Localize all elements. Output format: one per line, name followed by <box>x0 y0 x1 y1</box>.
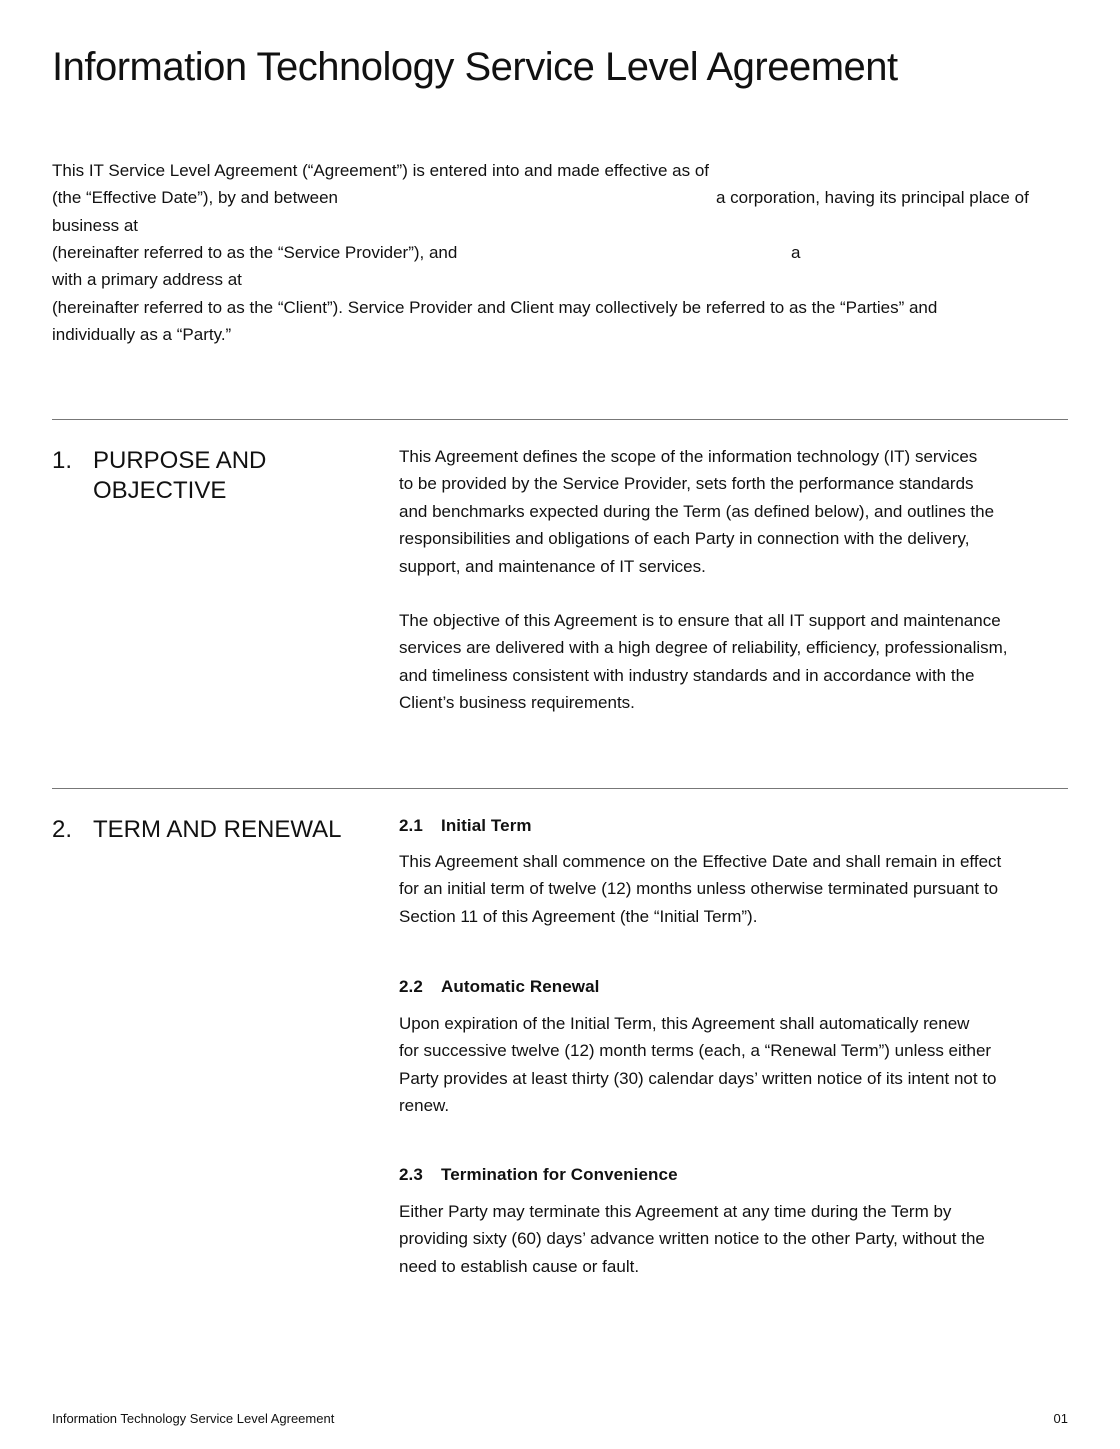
intro-line: (the “Effective Date”), by and between <box>52 188 339 207</box>
text-line: responsibilities and obligations of each Party in connection with the delivery, <box>399 529 970 549</box>
text-line: renew. <box>399 1096 450 1116</box>
text-line: Either Party may terminate this Agreement at any time during the Term by <box>399 1202 952 1221</box>
intro-line: with a primary address at <box>52 270 242 289</box>
section-paragraph <box>399 607 1079 717</box>
footer-title: Information Technology Service Level Agreement <box>52 1411 335 1426</box>
text-line: for an initial term of twelve (12) months unless otherwise terminated pursuant to <box>399 879 999 899</box>
document-title: Information Technology Service Level Agreement <box>52 45 898 89</box>
text-line: services are delivered with a high degree of reliability, efficiency, professionalism, <box>399 638 1008 658</box>
text-line: This Agreement defines the scope of the information technology (IT) services <box>399 447 978 466</box>
section-number: 1. <box>52 447 73 474</box>
subsection-heading <box>399 1164 678 1186</box>
intro-line: (hereinafter referred to as the “Service Provider”), and <box>52 243 458 262</box>
subsection-title: Initial Term <box>441 816 532 835</box>
intro-line: individually as a “Party.” <box>52 325 232 344</box>
section-divider <box>52 788 1068 789</box>
text-line: and timeliness consistent with industry standards and in accordance with the <box>399 665 975 685</box>
section-title: PURPOSE AND <box>93 447 267 474</box>
text-line: Upon expiration of the Initial Term, this Agreement shall automatically renew <box>399 1014 970 1033</box>
subsection-number: 2.1 <box>399 816 423 835</box>
subsection-paragraph <box>399 1010 1079 1120</box>
text-line: This Agreement shall commence on the Effective Date and shall remain in effect <box>399 852 1002 871</box>
text-line: Client’s business requirements. <box>399 693 635 713</box>
intro-line: a <box>791 243 801 262</box>
section-title: OBJECTIVE <box>93 477 227 504</box>
text-line: providing sixty (60) days’ advance written notice to the other Party, without the <box>399 1229 985 1249</box>
intro-line: This IT Service Level Agreement (“Agreement”) is entered into and made effective as of <box>52 161 710 180</box>
intro-line: business at <box>52 216 138 235</box>
text-line: to be provided by the Service Provider, sets forth the performance standards <box>399 474 974 494</box>
section-paragraph <box>399 443 1079 580</box>
subsection-number: 2.2 <box>399 977 423 996</box>
subsection-title: Termination for Convenience <box>441 1165 678 1184</box>
intro-line: (hereinafter referred to as the “Client”). Service Provider and Client may collectively be referred to as the “Parties” and <box>52 298 938 317</box>
section-number: 2. <box>52 816 73 843</box>
intro-line: a corporation, having its principal place of <box>716 188 1029 207</box>
text-line: need to establish cause or fault. <box>399 1256 640 1276</box>
subsection-number: 2.3 <box>399 1165 423 1184</box>
text-line: Party provides at least thirty (30) calendar days’ written notice of its intent not to <box>399 1068 997 1088</box>
section-divider <box>52 419 1068 420</box>
text-line: The objective of this Agreement is to ensure that all IT support and maintenance <box>399 611 1001 630</box>
section-title: TERM AND RENEWAL <box>93 816 342 843</box>
subsection-heading <box>399 815 532 837</box>
subsection-heading <box>399 976 600 998</box>
text-line: support, and maintenance of IT services. <box>399 556 706 576</box>
text-line: for successive twelve (12) month terms (each, a “Renewal Term”) unless either <box>399 1041 992 1061</box>
text-line: and benchmarks expected during the Term (as defined below), and outlines the <box>399 501 995 521</box>
text-line: Section 11 of this Agreement (the “Initial Term”). <box>399 906 758 926</box>
subsection-paragraph <box>399 1198 1079 1280</box>
page-number: 01 <box>1053 1411 1068 1426</box>
subsection-paragraph <box>399 848 1079 930</box>
subsection-title: Automatic Renewal <box>441 977 600 996</box>
